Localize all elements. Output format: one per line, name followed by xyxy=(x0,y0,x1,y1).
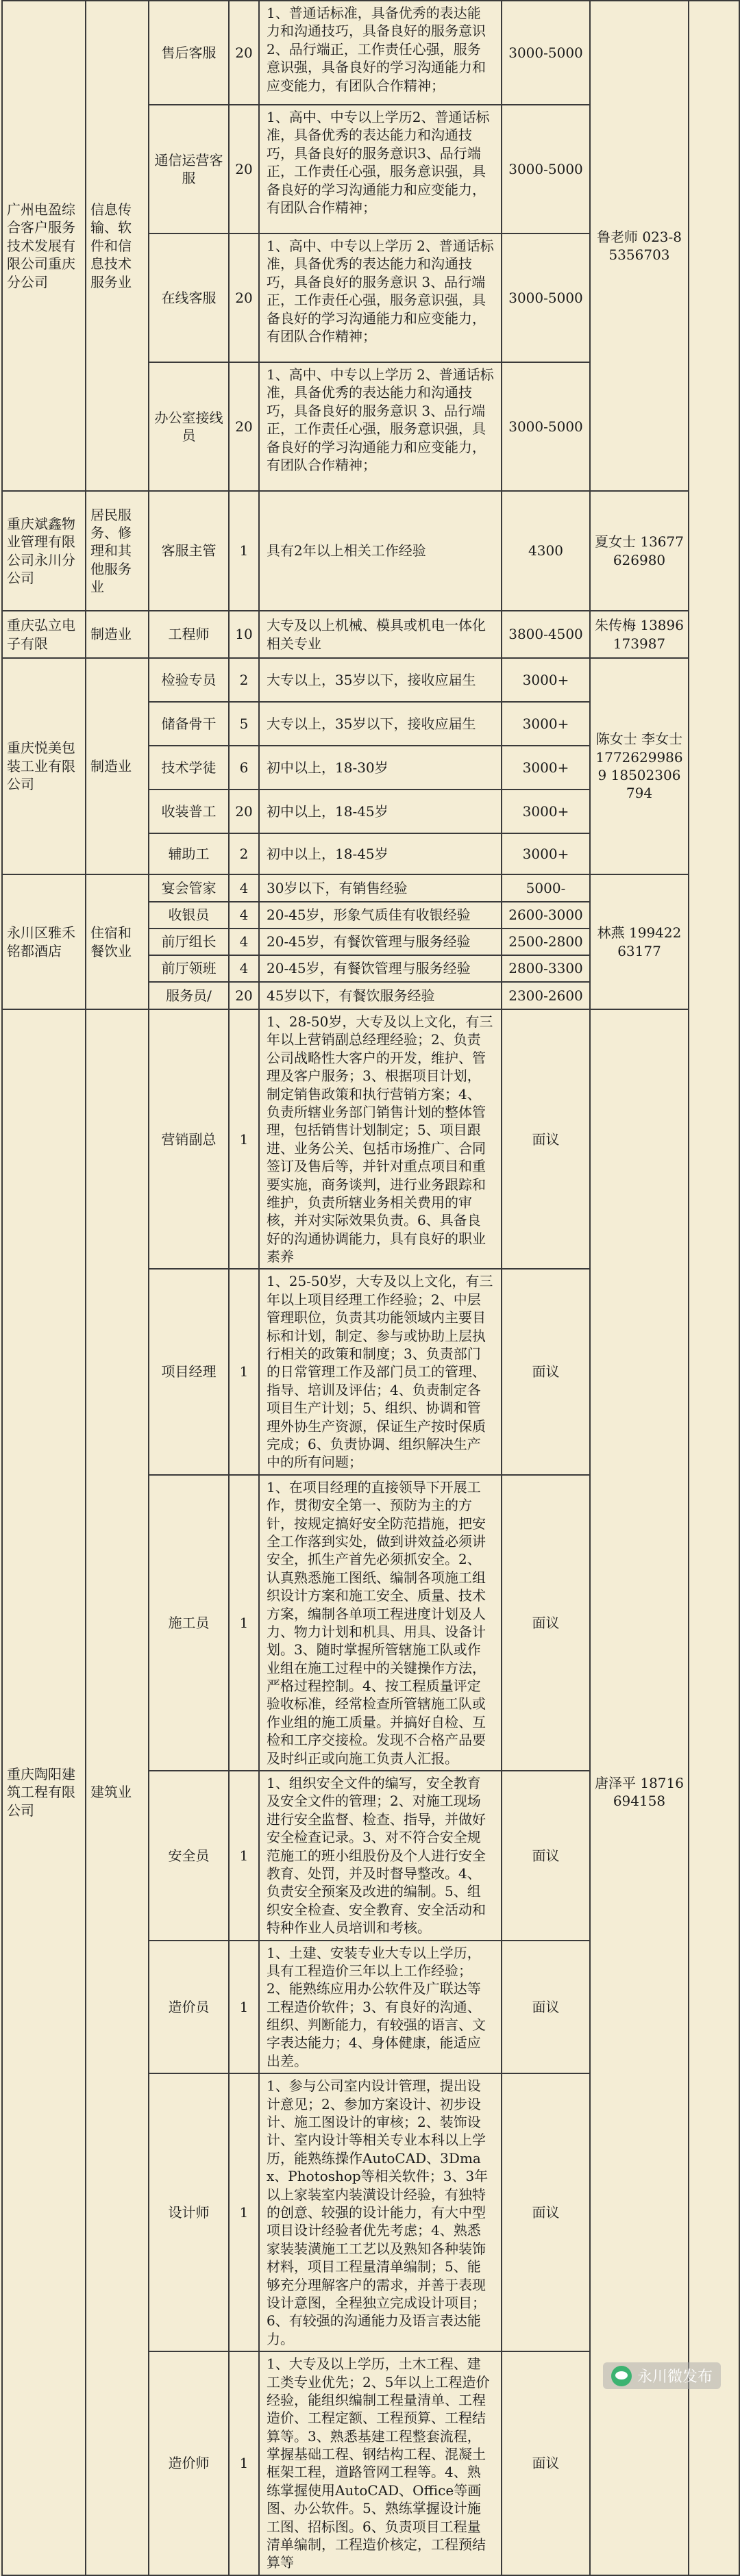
headcount: 4 xyxy=(229,874,259,902)
position: 在线客服 xyxy=(149,233,229,362)
watermark-text: 永川微发布 xyxy=(637,2369,713,2386)
position: 工程师 xyxy=(149,611,229,658)
industry: 居民服务、修理和其他服务业 xyxy=(86,491,149,611)
position: 通信运营客服 xyxy=(149,105,229,233)
headcount: 20 xyxy=(229,362,259,491)
requirements: 45岁以下，有餐饮服务经验 xyxy=(259,982,502,1009)
position: 安全员 xyxy=(149,1771,229,1941)
salary: 2500-2800 xyxy=(502,929,590,955)
table-row xyxy=(2,658,739,702)
requirements: 1、参与公司室内设计管理，提出设计意见；2、参加方案设计、初步设计、施工图设计的审核；2、装饰设计、室内设计等相关专业本科以上学历，能熟练操作AutoCAD、3Dmax、Photoshop等相关软件；3、3年以上家装室内装潢设计经验，有独特的创意、较强的设计能力，有大中型项目设计经验者优先考虑；4、熟悉家装装潢施工工艺以及熟知各种装饰材料，项目工程量清单编制；5、能够充分理解客户的需求，并善于表现设计意图，全程独立完成设计项目；6、有较强的沟通能力及语言表达能力。 xyxy=(259,2073,502,2351)
headcount: 1 xyxy=(229,1475,259,1771)
requirements: 1、在项目经理的直接领导下开展工作，贯彻安全第一、预防为主的方针，按规定搞好安全防范措施，把安全工作落到实处，做到讲效益必须讲安全，抓生产首先必须抓安全。2、认真熟悉施工图纸、编制各项施工组织设计方案和施工安全、质量、技术方案，编制各单项工程进度计划及人力、物力计划和机具、用具、设备计划。3、随时掌握所管辖施工队或作业组在施工过程中的关键操作方法，严格过程控制。4、按工程质量评定验收标准，经常检查所管辖施工队或作业组的施工质量。并搞好自检、互检和工序交接检。发现不合格产品要及时纠正或向施工负责人汇报。 xyxy=(259,1475,502,1771)
salary: 3000-5000 xyxy=(502,362,590,491)
headcount: 1 xyxy=(229,1009,259,1269)
contact: 朱传梅 13896173987 xyxy=(590,611,689,658)
requirements: 1、大专及以上学历，土木工程、建工类专业优先；2、5年以上工程造价经验，能组织编制工程量清单、工程造价、工程定额、工程预算、工程结算等。3、熟悉基建工程整套流程，掌握基础工程、钢结构工程、混凝土框架工程，道路管网工程等。4、熟练掌握使用AutoCAD、Office等画图、办公软件。5、熟练掌握设计施工图、招标图。6、负责项目工程量清单编制，工程造价核定，工程预结算等 xyxy=(259,2351,502,2575)
headcount: 1 xyxy=(229,2351,259,2575)
salary: 3000+ xyxy=(502,833,590,874)
salary: 面议 xyxy=(502,2073,590,2351)
position: 客服主管 xyxy=(149,491,229,611)
salary: 面议 xyxy=(502,1941,590,2074)
table-row xyxy=(2,1009,739,1269)
requirements: 1、25-50岁，大专及以上文化，有三年以上项目经理工作经验；2、中层管理职位，负责其功能领域内主要目标和计划，制定、参与或协助上层执行相关的政策和制度；3、负责部门的日常管理工作及部门员工的管理、指导、培训及评估；4、负责制定各项目生产计划；5、组织、协调和管理外协生产资源，保证生产按时保质完成；6、负责协调、组织解决生产中的所有问题； xyxy=(259,1269,502,1474)
contact: 林燕 19942263177 xyxy=(590,874,689,1009)
industry: 制造业 xyxy=(86,658,149,874)
contact: 陈女士 李女士 17726299869 18502306794 xyxy=(590,658,689,874)
headcount: 20 xyxy=(229,982,259,1009)
position: 储备骨干 xyxy=(149,702,229,746)
table-row xyxy=(2,1,739,105)
salary: 面议 xyxy=(502,1009,590,1269)
industry: 建筑业 xyxy=(86,1009,149,2575)
salary: 3000+ xyxy=(502,702,590,746)
company-name: 永川区雅禾铭都酒店 xyxy=(2,874,86,1009)
requirements: 大专以上，35岁以下，接收应届生 xyxy=(259,658,502,702)
headcount: 20 xyxy=(229,105,259,233)
salary: 2300-2600 xyxy=(502,982,590,1009)
headcount: 4 xyxy=(229,929,259,955)
contact: 鲁老师 023-85356703 xyxy=(590,1,689,491)
salary: 面议 xyxy=(502,1269,590,1474)
position: 收装普工 xyxy=(149,790,229,833)
company-name: 重庆斌鑫物业管理有限公司永川分公司 xyxy=(2,491,86,611)
requirements: 初中以上，18-45岁 xyxy=(259,790,502,833)
table-row xyxy=(2,611,739,658)
industry: 制造业 xyxy=(86,611,149,658)
requirements: 20-45岁，有餐饮管理与服务经验 xyxy=(259,955,502,982)
salary: 3000-5000 xyxy=(502,105,590,233)
position: 施工员 xyxy=(149,1475,229,1771)
headcount: 4 xyxy=(229,955,259,982)
position: 售后客服 xyxy=(149,1,229,105)
headcount: 2 xyxy=(229,658,259,702)
position: 检验专员 xyxy=(149,658,229,702)
table-row xyxy=(2,491,739,611)
job-listing-table xyxy=(1,0,740,2576)
position: 设计师 xyxy=(149,2073,229,2351)
salary: 3800-4500 xyxy=(502,611,590,658)
headcount: 1 xyxy=(229,1941,259,2074)
blank-column xyxy=(689,1,739,2575)
headcount: 6 xyxy=(229,746,259,790)
requirements: 初中以上，18-30岁 xyxy=(259,746,502,790)
company-name: 重庆悦美包装工业有限公司 xyxy=(2,658,86,874)
position: 项目经理 xyxy=(149,1269,229,1474)
salary: 3000+ xyxy=(502,658,590,702)
company-name: 重庆陶阳建筑工程有限公司 xyxy=(2,1009,86,2575)
salary: 面议 xyxy=(502,2351,590,2575)
headcount: 10 xyxy=(229,611,259,658)
position: 前厅领班 xyxy=(149,955,229,982)
salary: 2800-3300 xyxy=(502,955,590,982)
industry: 信息传输、软件和信息技术服务业 xyxy=(86,1,149,491)
position: 辅助工 xyxy=(149,833,229,874)
salary: 3000-5000 xyxy=(502,1,590,105)
wechat-icon xyxy=(611,2366,632,2386)
requirements: 大专以上，35岁以下，接收应届生 xyxy=(259,702,502,746)
position: 营销副总 xyxy=(149,1009,229,1269)
headcount: 20 xyxy=(229,1,259,105)
headcount: 20 xyxy=(229,790,259,833)
requirements: 初中以上，18-45岁 xyxy=(259,833,502,874)
requirements: 1、组织安全文件的编写，安全教育及安全文件的管理；2、对施工现场进行安全监督、检查、指导，并做好安全检查记录。3、对不符合安全规范施工的班小组股份及个人进行安全教育、处罚，并及时督导整改。4、负责安全预案及改进的编制。5、组织安全检查、安全教育、安全活动和特种作业人员培训和考核。 xyxy=(259,1771,502,1941)
headcount: 4 xyxy=(229,902,259,929)
requirements: 1、高中、中专以上学历 2、普通话标准，具备优秀的表达能力和沟通技巧，具备良好的服务意识 3、品行端正，工作责任心强，服务意识强，具备良好的学习沟通能力和应变能力，有团队合作精神； xyxy=(259,362,502,491)
position: 办公室接线员 xyxy=(149,362,229,491)
salary: 3000+ xyxy=(502,746,590,790)
position: 前厅组长 xyxy=(149,929,229,955)
contact: 唐泽平 18716694158 xyxy=(590,1009,689,2575)
requirements: 20-45岁，有餐饮管理与服务经验 xyxy=(259,929,502,955)
salary: 5000- xyxy=(502,874,590,902)
salary: 面议 xyxy=(502,1475,590,1771)
headcount: 5 xyxy=(229,702,259,746)
position: 宴会管家 xyxy=(149,874,229,902)
position: 造价员 xyxy=(149,1941,229,2074)
requirements: 具有2年以上相关工作经验 xyxy=(259,491,502,611)
requirements: 30岁以下，有销售经验 xyxy=(259,874,502,902)
contact: 夏女士 13677626980 xyxy=(590,491,689,611)
headcount: 1 xyxy=(229,491,259,611)
company-name: 广州电盈综合客户服务技术发展有限公司重庆分公司 xyxy=(2,1,86,491)
requirements: 1、28-50岁，大专及以上文化，有三年以上营销副总经理经验；2、负责公司战略性大客户的开发，维护、管理及客户服务；3、根据项目计划，制定销售政策和执行营销方案；4、负责所辖业务部门销售计划的整体管理，包括销售计划制定；5、项目跟进、业务公关、包括市场推广、合同签订及售后等，并针对重点项目和重要实施，商务谈判，进行业务跟踪和维护，负责所辖业务相关费用的审核，并对实际效果负责。6、具备良好的沟通协调能力，具有良好的职业素养 xyxy=(259,1009,502,1269)
requirements: 大专及以上机械、模具或机电一体化相关专业 xyxy=(259,611,502,658)
salary: 3000+ xyxy=(502,790,590,833)
requirements: 1、高中、中专以上学历 2、普通话标准，具备优秀的表达能力和沟通技巧，具备良好的服务意识 3、品行端正，工作责任心强，服务意识强，具备良好的学习沟通能力和应变能力，有团队合作精神； xyxy=(259,233,502,362)
headcount: 2 xyxy=(229,833,259,874)
salary: 3000-5000 xyxy=(502,233,590,362)
requirements: 1、普通话标准，具备优秀的表达能力和沟通技巧，具备良好的服务意识2、品行端正，工作责任心强，服务意识强，具备良好的学习沟通能力和应变能力，有团队合作精神； xyxy=(259,1,502,105)
table-row xyxy=(2,874,739,902)
headcount: 1 xyxy=(229,1771,259,1941)
headcount: 20 xyxy=(229,233,259,362)
watermark-badge xyxy=(603,2362,721,2389)
salary: 4300 xyxy=(502,491,590,611)
requirements: 1、土建、安装专业大专以上学历，具有工程造价三年以上工作经验；2、能熟练应用办公软件及广联达等工程造价软件；3、有良好的沟通、组织、判断能力，有较强的语言、文字表达能力；4、身体健康，能适应出差。 xyxy=(259,1941,502,2074)
position: 技术学徒 xyxy=(149,746,229,790)
position: 收银员 xyxy=(149,902,229,929)
position: 造价师 xyxy=(149,2351,229,2575)
position: 服务员/ xyxy=(149,982,229,1009)
company-name: 重庆弘立电子有限 xyxy=(2,611,86,658)
headcount: 1 xyxy=(229,2073,259,2351)
salary: 面议 xyxy=(502,1771,590,1941)
requirements: 1、高中、中专以上学历2、普通话标准，具备优秀的表达能力和沟通技巧，具备良好的服务意识3、品行端正，工作责任心强，服务意识强，具备良好的学习沟通能力和应变能力，有团队合作精神； xyxy=(259,105,502,233)
headcount: 1 xyxy=(229,1269,259,1474)
industry: 住宿和餐饮业 xyxy=(86,874,149,1009)
salary: 2600-3000 xyxy=(502,902,590,929)
requirements: 20-45岁，形象气质佳有收银经验 xyxy=(259,902,502,929)
